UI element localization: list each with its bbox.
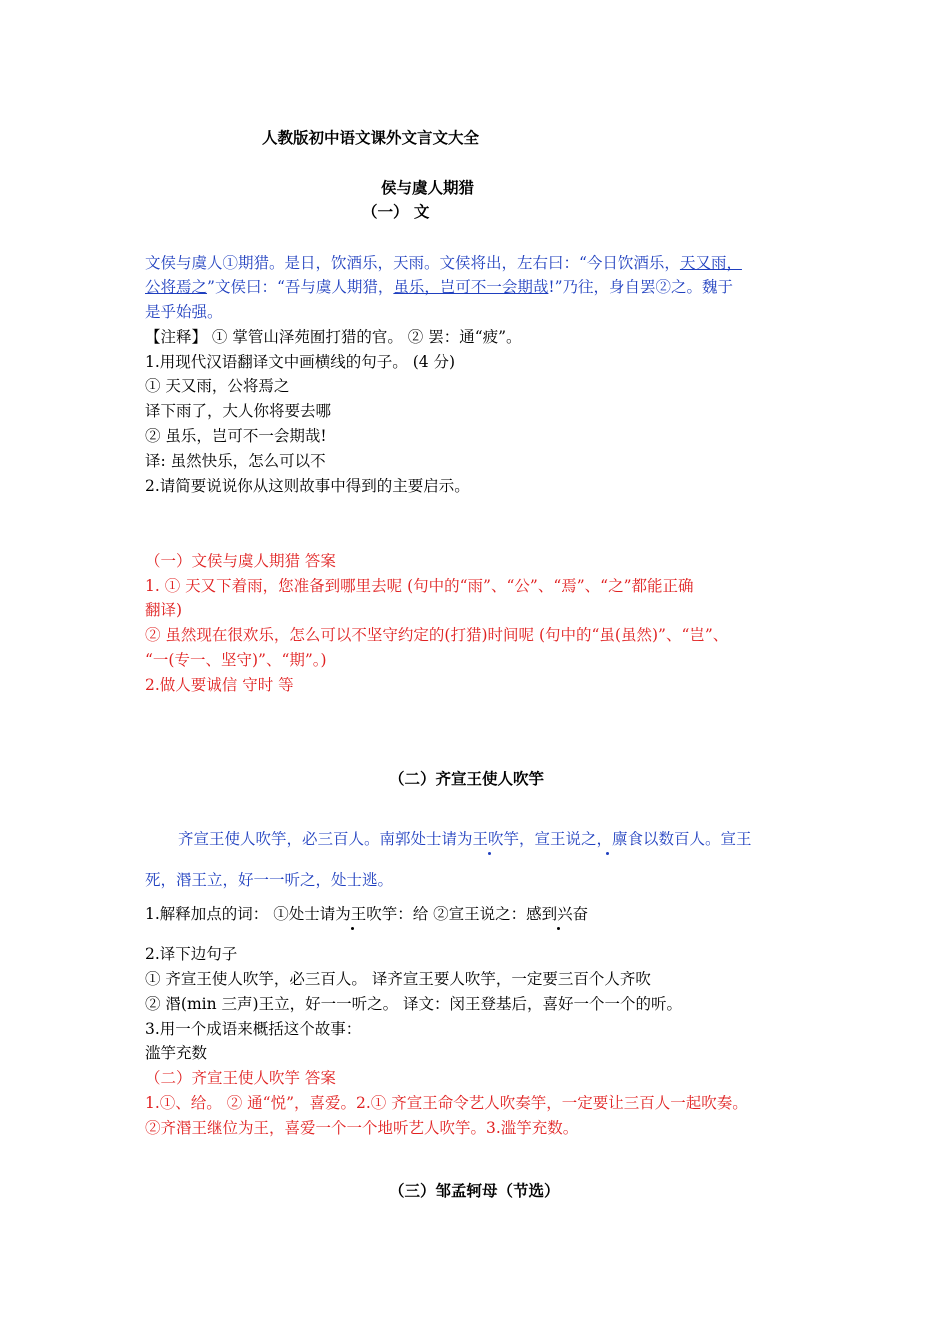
section-2-question-2: 2.译下边句子 — [145, 945, 238, 963]
section-2-question-3: 3.用一个成语来概括这个故事： — [145, 1020, 362, 1038]
document-title: 人教版初中语文课外文言文大全 — [262, 128, 480, 147]
section-1-text-line-3: 是乎始强。 — [145, 303, 223, 321]
section-2-text-line-2: 死，湣王立，好一一听之，处士逃。 — [145, 871, 394, 889]
emphasis-dot — [557, 927, 560, 930]
section-2-question-2-item-1: ① 齐宣王使人吹竽，必三百人。 译齐宣王要人吹竽，一定要三百个人齐吹 — [145, 970, 651, 988]
section-1-note: 【注释】 ① 掌管山泽苑囿打猎的官。 ② 罢：通“疲”。 — [145, 328, 522, 346]
section-1-question-1-item-2: ② 虽乐，岂可不一会期哉! — [145, 427, 327, 445]
section-1-text-line-1: 文侯与虞人①期猎。是日，饮酒乐，天雨。文侯将出，左右曰：“今日饮酒乐，天又雨， — [145, 254, 742, 272]
section-1-answer-2-cont: “一(专一、坚守)”、“期”。) — [145, 651, 327, 669]
section-1-answer-1: 1. ① 天又下着雨，您准备到哪里去呢 (句中的“雨”、“公”、“焉”、“之”都能正确 — [145, 577, 694, 595]
section-2-answer-1: 1.①、给。 ② 通“悦”，喜爱。2.① 齐宣王命令艺人吹奏竽，一定要让三百人一起吹奏。 — [145, 1094, 748, 1112]
section-1-answer-1-cont: 翻译) — [145, 601, 183, 619]
section-2-question-1: 1.解释加点的词： ①处士请为王吹竽：给 ②宣王说之：感到兴奋 — [145, 905, 589, 923]
section-1-question-1-answer-2: 译: 虽然快乐，怎么可以不 — [145, 452, 326, 470]
section-2-answer-2: ②齐湣王继位为王，喜爱一个一个地听艺人吹竽。3.滥竽充数。 — [145, 1119, 579, 1137]
section-2-question-3-answer: 滥竽充数 — [145, 1044, 208, 1062]
section-3-heading: （三）邹孟轲母（节选） — [389, 1181, 560, 1200]
section-2-text-line-1: 齐宣王使人吹竽，必三百人。南郭处士请为王吹竽，宣王说之，廪食以数百人。宣王 — [178, 830, 752, 848]
section-1-answer-2: ② 虽然现在很欢乐，怎么可以不坚守约定的(打猎)时间呢 (句中的“虽(虽然)”、“岂”、 — [145, 626, 729, 644]
emphasis-dot — [488, 852, 491, 855]
section-1-answer-3: 2.做人要诚信 守时 等 — [145, 676, 294, 694]
section-1-text-line-2: 公将焉之”文侯曰：“吾与虞人期猎，虽乐，岂可不一会期哉!”乃往，身自罢②之。魏于 — [145, 278, 734, 296]
section-2-heading: （二）齐宣王使人吹竽 — [389, 769, 545, 788]
section-1-question-1-answer-1: 译下雨了，大人你将要去哪 — [145, 402, 332, 420]
section-1-question-1: 1.用现代汉语翻译文中画横线的句子。 (4 分) — [145, 353, 456, 371]
section-1-subheading: （一） 文 — [362, 202, 430, 221]
section-1-answer-title: （一）文侯与虞人期猎 答案 — [145, 552, 336, 570]
emphasis-dot — [351, 927, 354, 930]
emphasis-dot — [606, 852, 609, 855]
section-2-question-2-item-2: ② 湣(min 三声)王立，好一一听之。 译文：闵王登基后，喜好一个一个的听。 — [145, 995, 683, 1013]
section-1-question-1-item-1: ① 天又雨，公将焉之 — [145, 377, 290, 395]
section-1-heading: 侯与虞人期猎 — [381, 178, 475, 197]
section-2-answer-title: （二）齐宣王使人吹竽 答案 — [145, 1069, 336, 1087]
section-1-question-2: 2.请简要说说你从这则故事中得到的主要启示。 — [145, 477, 470, 495]
